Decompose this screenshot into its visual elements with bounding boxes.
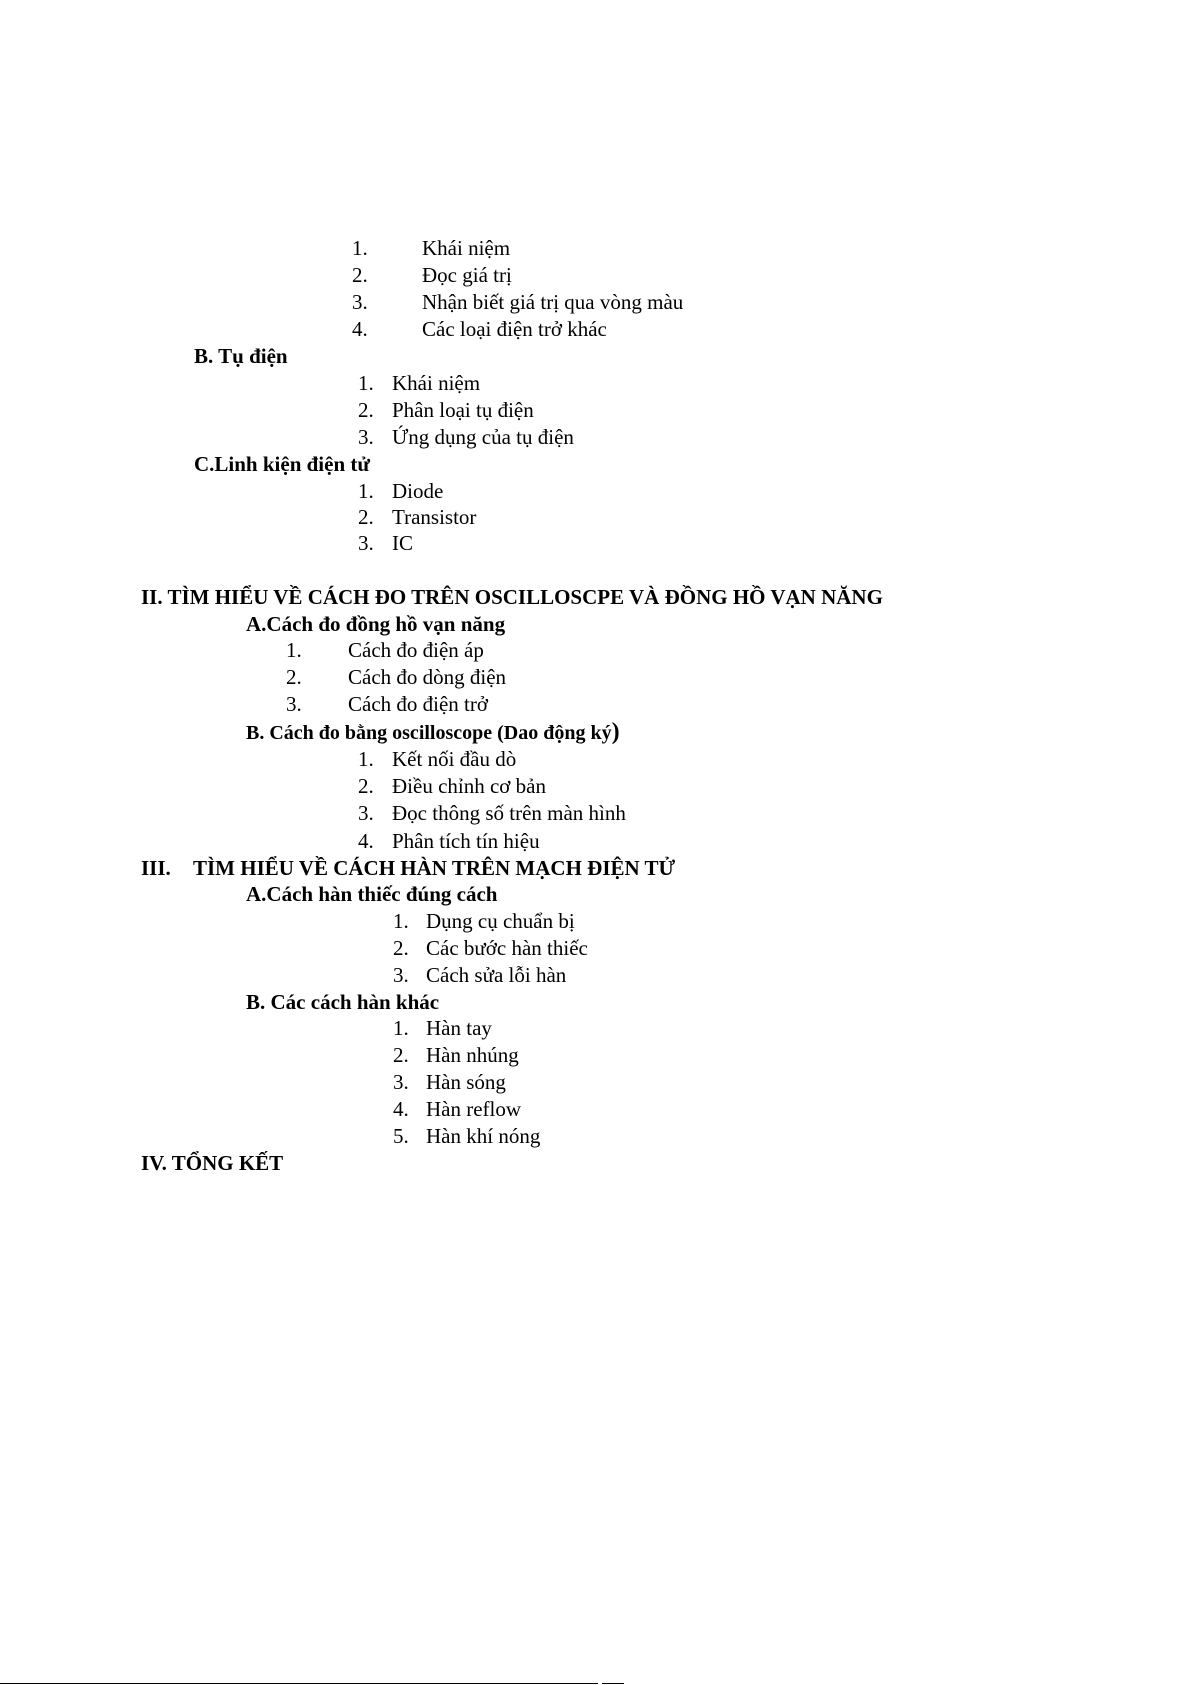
section-heading: II. TÌM HIỂU VỀ CÁCH ĐO TRÊN OSCILLOSCPE VÀ ĐỒNG HỒ VẠN NĂNG [141, 585, 883, 609]
section-heading: IV. TỔNG KẾT [141, 1151, 284, 1175]
document-page: 1. Khái niệm 2. Đọc giá trị 3. Nhận biết giá trị qua vòng màu 4. Các loại điện trở khác B. Tụ điện 1. Khái niệm 2. Phân loại tụ điện 3. Ứng dụng của tụ điện C.Linh kiện điện tử 1. Diode 2. Transistor 3. IC II. TÌM HIỂU VỀ CÁCH ĐO TRÊN OSCILLOSCPE VÀ ĐỒNG HỒ VẠN NĂNG A.Cách đo đồng hồ vạn năng 1. Cách đo điện áp 2. Cách đo dòng điện 3. Cách đo điện trở B. Cách đo bằng oscilloscope (Dao động ký) 1. Kết nối đầu dò 2. Điều chỉnh cơ bản 3. Đọc thông số trên màn hình 4. Phân tích tín hiệu III. TÌM HIỂU VỀ CÁCH HÀN TRÊN MẠCH ĐIỆN TỬ A.Cách hàn thiếc đúng cách 1. Dụng cụ chuẩn bị 2. Các bước hàn thiếc 3. Cách sửa lỗi hàn B. Các cách hàn khác 1. Hàn tay 2. Hàn nhúng 3. Hàn sóng 4. Hàn reflow 5. Hàn khí nóng IV. TỔNG KẾT [0, 0, 1191, 1685]
subsection-heading: C.Linh kiện điện tử [194, 452, 370, 476]
footer-rule [0, 1683, 598, 1684]
subsection-heading: A.Cách đo đồng hồ vạn năng [246, 612, 506, 636]
footer-rule-dash [602, 1683, 624, 1684]
subsection-heading: B. Tụ điện [194, 344, 288, 368]
subsection-heading: A.Cách hàn thiếc đúng cách [246, 882, 498, 906]
subsection-heading: B. Cách đo bằng oscilloscope (Dao động ký) [246, 719, 620, 745]
subsection-heading: B. Các cách hàn khác [246, 990, 440, 1014]
